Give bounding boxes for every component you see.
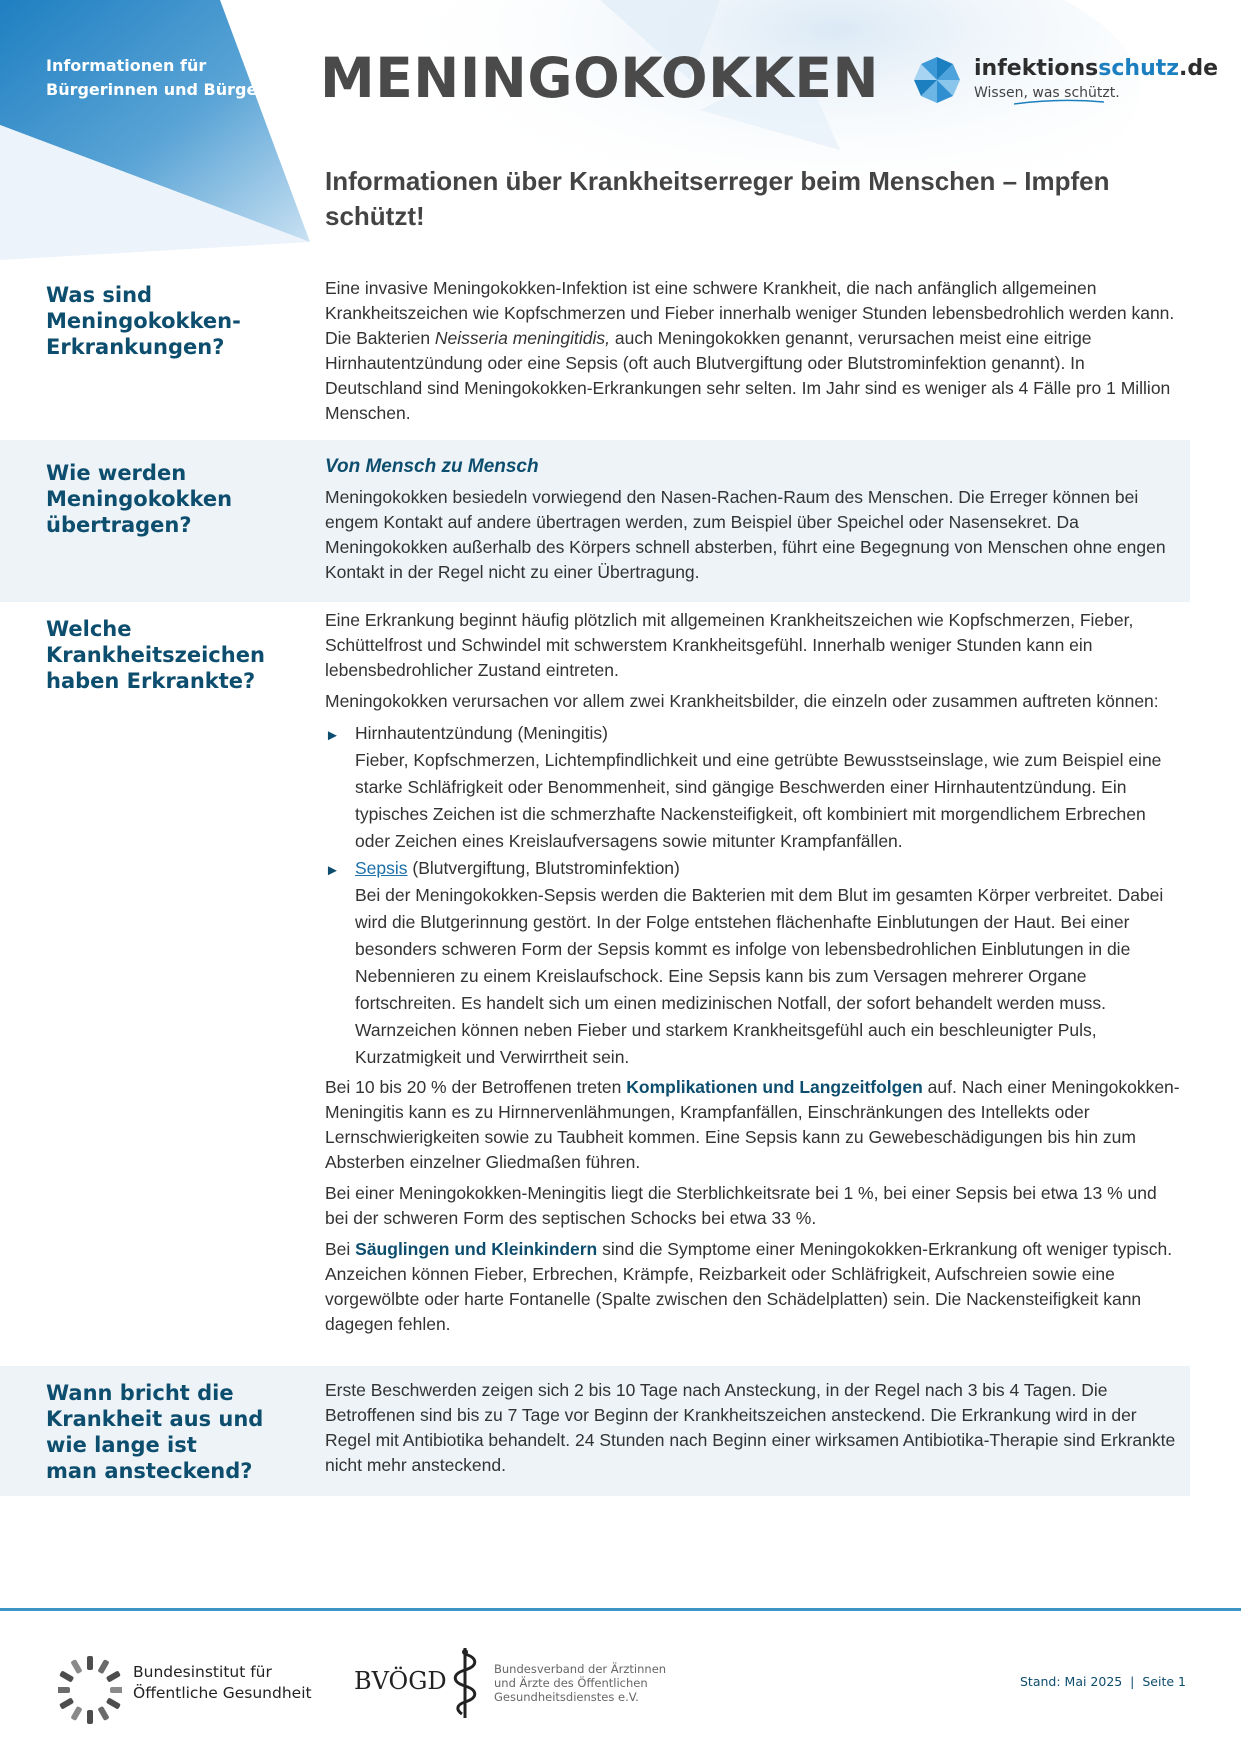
brand-name: infektionsschutz.de — [974, 56, 1219, 81]
list-item — [325, 720, 1180, 855]
bioeg-emblem-icon — [58, 1640, 122, 1730]
audience-line-1: Informationen für — [46, 56, 207, 75]
section-what-is — [0, 270, 1190, 440]
bioeg-logo[interactable] — [58, 1640, 318, 1730]
paragraph: Bei einer Meningokokken-Meningitis liegt die Sterblichkeitsrate bei 1 %, bei einer Sepsis bei etwa 13 % und bei der schweren Form des septischen Schocks bei etwa 33 %. — [325, 1183, 1157, 1228]
paragraph: Erste Beschwerden zeigen sich 2 bis 10 Tage nach Ansteckung, in der Regel nach 3 bis 4 Tagen. Die Betroffenen sind bis zu 7 Tage vor Beginn der Krankheitszeichen ansteckend. Die Erkrankung wird in der Regel mit Antibiotika behandelt. 24 Stunden nach Beginn einer wirksamen Antibiotika-Therapie sind Erkrankte nicht mehr ansteckend. — [325, 1380, 1176, 1475]
section-body — [325, 608, 1180, 1343]
question-heading: Wie werden Meningokokken übertragen? — [46, 461, 233, 537]
bullet-title: Sepsis (Blutvergiftung, Blutstrominfektion) — [355, 858, 680, 878]
bvoegd-name: Bundesverband der Ärztinnen und Ärzte des Öffentlichen Gesundheitsdienstes e.V. — [494, 1662, 667, 1704]
section-body — [325, 454, 1180, 591]
brand-tagline: Wissen, was schützt. — [974, 84, 1120, 102]
brand-logo[interactable] — [912, 50, 1219, 110]
bullet-text: Fieber, Kopfschmerzen, Lichtempfindlichkeit und eine getrübte Bewusstseinslage, wie zum Beispiel eine starke Schläfrigkeit oder Benommenheit, sind gängige Beschwerden einer Hirnhautentzündung. Ein typisches Zeichen ist die schmerzhafte Nackensteifigkeit, oft kombiniert mit morgendlichem Erbrechen oder Zeichen eines Kreislaufversagens sowie mitunter Krampfanfällen. — [355, 750, 1162, 851]
bullet-text: Bei der Meningokokken-Sepsis werden die Bakterien mit dem Blut im gesamten Körper verbreitet. Dabei wird die Blutgerinnung gestört. In der Folge entstehen flächenhafte Einblutungen der Haut. Bei einer besonders schweren Form der Sepsis kommt es infolge von lebensbedrohlichen Einblutungen in die Nebennieren zu einem Kreislaufschock. Eine Sepsis kann bis zum Versagen mehrerer Organe fortschreiten. Es handelt sich um einen medizinischen Notfall, der sofort behandelt werden muss. Warnzeichen können neben Fieber und starkem Krankheitsgefühl auch ein beschleunigter Puls, Kurzatmigkeit und Verwirrtheit sein. — [355, 885, 1164, 1067]
sepsis-link[interactable]: Sepsis — [355, 858, 408, 878]
bvoegd-abbreviation: BVÖGD — [354, 1667, 447, 1695]
arrow-bullet-icon: ► — [325, 727, 340, 744]
paragraph: Bei 10 bis 20 % der Betroffenen treten Komplikationen und Langzeitfolgen auf. Nach einer Meningokokken-Meningitis kann es zu Hirnnervenlähmungen, Krampfanfällen, Einschränkungen des Intellekts oder Lernschwierigkeiten sowie zu Taubheit kommen. Eine Sepsis kann zu Gewebeschädigungen bis hin zum Absterben einzelner Gliedmaßen führen. — [325, 1077, 1180, 1172]
page-title: MENINGOKOKKEN — [320, 46, 879, 110]
section-incubation — [0, 1366, 1190, 1496]
question-heading: Wann bricht die Krankheit aus und wie lange ist man ansteckend? — [46, 1381, 264, 1483]
audience-line-2: Bürgerinnen und Bürger — [46, 80, 266, 99]
footer-divider — [0, 1608, 1241, 1611]
paragraph: Bei Säuglingen und Kleinkindern sind die Symptome einer Meningokokken-Erkrankung oft weniger typisch. Anzeichen können Fieber, Erbrechen, Krämpfe, Reizbarkeit oder Schläfrigkeit, Aufschreien sowie eine vorgewölbte oder harte Fontanelle (Spalte zwischen den Schädelplatten) sein. Die Nackensteifigkeit kann dagegen fehlen. — [325, 1239, 1173, 1334]
bullet-title: Hirnhautentzündung (Meningitis) — [355, 723, 608, 743]
brand-globe-icon — [912, 55, 962, 105]
section-symptoms — [0, 602, 1190, 1366]
paragraph: Eine Erkrankung beginnt häufig plötzlich mit allgemeinen Krankheitszeichen wie Kopfschmerzen, Fieber, Schüttelfrost und Schwindel mit schwerstem Krankheitsgefühl. Innerhalb weniger Stunden kann ein lebensbedrohlicher Zustand eintreten. — [325, 610, 1134, 680]
section-transmission — [0, 440, 1190, 602]
bullet-list — [325, 720, 1180, 1071]
section-body — [325, 276, 1180, 432]
page-status: Stand: Mai 2025 | Seite 1 — [1020, 1674, 1186, 1689]
section-body — [325, 1378, 1180, 1484]
aesculapian-staff-icon — [448, 1644, 482, 1720]
bvoegd-logo[interactable] — [354, 1644, 694, 1724]
paragraph: Meningokokken verursachen vor allem zwei Krankheitsbilder, die einzeln oder zusammen auftreten können: — [325, 691, 1159, 711]
question-heading: Was sind Meningokokken- Erkrankungen? — [46, 283, 241, 359]
arrow-bullet-icon: ► — [325, 862, 340, 879]
subheading: Von Mensch zu Mensch — [325, 456, 539, 477]
paragraph: Eine invasive Meningokokken-Infektion ist eine schwere Krankheit, die nach anfänglich allgemeinen Krankheitszeichen wie Kopfschmerzen und Fieber innerhalb weniger Stunden lebensbedrohlich werden kann. Die Bakterien Neisseria meningitidis, auch Meningokokken genannt, verursachen meist eine eitrige Hirnhautentzündung oder eine Sepsis (oft auch Blutvergiftung oder Blutstrominfektion genannt). In Deutschland sind Meningokokken-Erkrankungen sehr selten. Im Jahr sind es weniger als 4 Fälle pro 1 Million Menschen. — [325, 278, 1175, 423]
list-item — [325, 855, 1180, 1071]
bioeg-name: Bundesinstitut für Öffentliche Gesundheit — [133, 1663, 312, 1702]
audience-label — [46, 54, 265, 102]
page-subtitle: Informationen über Krankheitserreger beim Menschen – Impfen schützt! — [325, 166, 1110, 231]
question-heading: Welche Krankheitszeichen haben Erkrankte? — [46, 617, 265, 693]
paragraph: Meningokokken besiedeln vorwiegend den Nasen-Rachen-Raum des Menschen. Die Erreger können bei engem Kontakt auf andere übertragen werden, zum Beispiel über Speichel oder Nasensekret. Da Meningokokken außerhalb des Körpers schnell absterben, führt eine Begegnung von Menschen ohne engen Kontakt in der Regel nicht zu einer Übertragung. — [325, 487, 1166, 582]
